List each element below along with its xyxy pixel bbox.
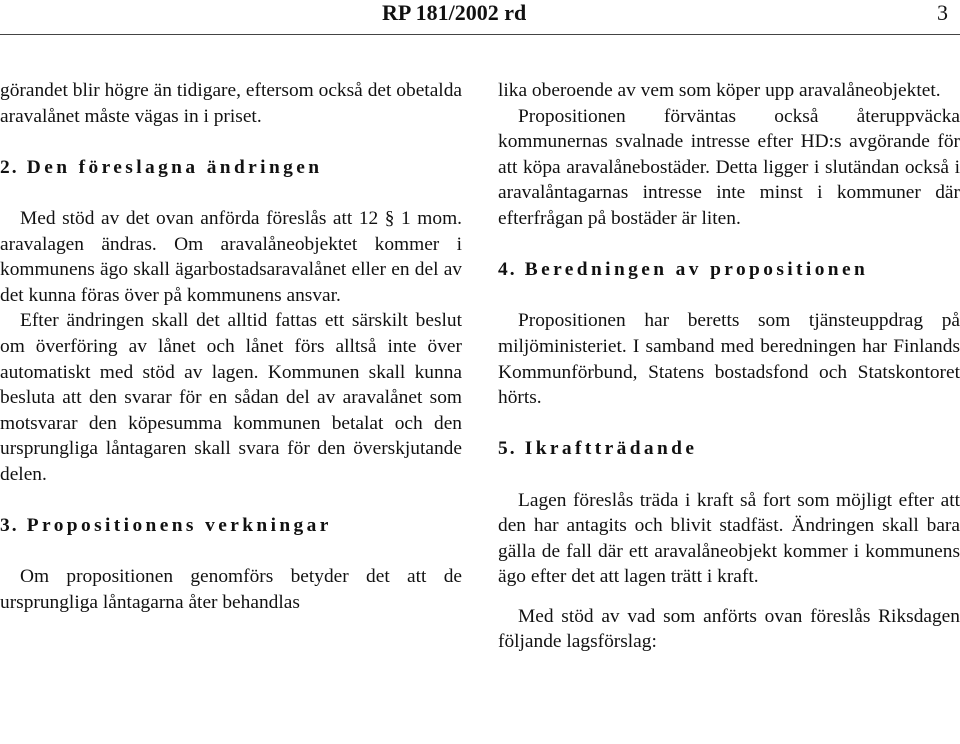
paragraph: Med stöd av det ovan anförda föreslås att 12 § 1 mom. aravalagen ändras. Om aravalåneobjektet kommer i kommunens ägo skall ägarbostadsaravalånet eller en del av det kunna föras över på kommunens ansvar. (0, 207, 462, 306)
paragraph: Med stöd av vad som anförts ovan föreslås Riksdagen följande lagsförslag: (498, 605, 960, 653)
section-title: Propositionens verkningar (26, 515, 332, 537)
paragraph: lika oberoende av vem som köper upp aravalåneobjektet. (498, 80, 941, 101)
spacer (498, 462, 960, 488)
spacer (498, 232, 960, 258)
paragraph: Propositionen har beretts som tjänsteuppdrag på miljöministeriet. I samband med beredningen har Finlands Kommunförbund, Statens bostadsfond och Statskontoret hörts. (498, 310, 960, 409)
spacer (0, 488, 462, 514)
spacer (498, 590, 960, 604)
section-title: Den föreslagna ändringen (26, 156, 323, 178)
paragraph: Om propositionen genomförs betyder det att de ursprungliga låntagarna åter behandlas (0, 566, 462, 613)
paragraph: Lagen föreslås träda i kraft så fort som möjligt efter att den har antagits och blivit stadfäst. Ändringen skall bara gälla de fall där ett aravalåneobjekt kommer i kommunens ägo efter det att lagen trätt i kraft. (498, 489, 960, 588)
section-number: 5. (498, 438, 517, 460)
paragraph: Efter ändringen skall det alltid fattas ett särskilt beslut om överföring av lånet och lånet förs alltså inte över automatiskt med stöd av lagen. Kommunen skall kunna besluta att den svarar för en sådan del av aravalånet som motsvarar den köpesumma kommunen betalat och den ursprungliga låntagaren skall svara för den överskjutande delen. (0, 310, 462, 485)
section-heading (498, 257, 960, 283)
spacer (0, 180, 462, 206)
section-title: Beredningen av propositionen (524, 259, 869, 281)
section-number: 4. (498, 259, 517, 281)
spacer (498, 283, 960, 309)
section-heading (0, 513, 462, 539)
paragraph: Propositionen förväntas också återuppväcka kommunernas svalnade intresse efter HD:s avgörande för att köpa aravalånebostäder. Detta ligger i slutändan också i aravalåntagarnas intresse inte minst i kommuner där efterfrågan på bostäder är liten. (498, 105, 960, 229)
spacer (0, 539, 462, 565)
left-column (0, 78, 462, 615)
paragraph: görandet blir högre än tidigare, eftersom också det obetalda aravalånet måste vägas in i priset. (0, 80, 462, 127)
spacer (498, 411, 960, 437)
spacer (0, 129, 462, 155)
section-number: 3. (0, 515, 19, 537)
section-title: Ikraftträdande (524, 438, 698, 460)
page-number: 3 (937, 0, 948, 25)
header-rule (0, 34, 960, 35)
section-heading (498, 436, 960, 462)
section-heading (0, 155, 462, 181)
right-column (498, 78, 960, 655)
page-header (0, 0, 960, 30)
document-id: RP 181/2002 rd (382, 0, 527, 25)
section-number: 2. (0, 156, 19, 178)
